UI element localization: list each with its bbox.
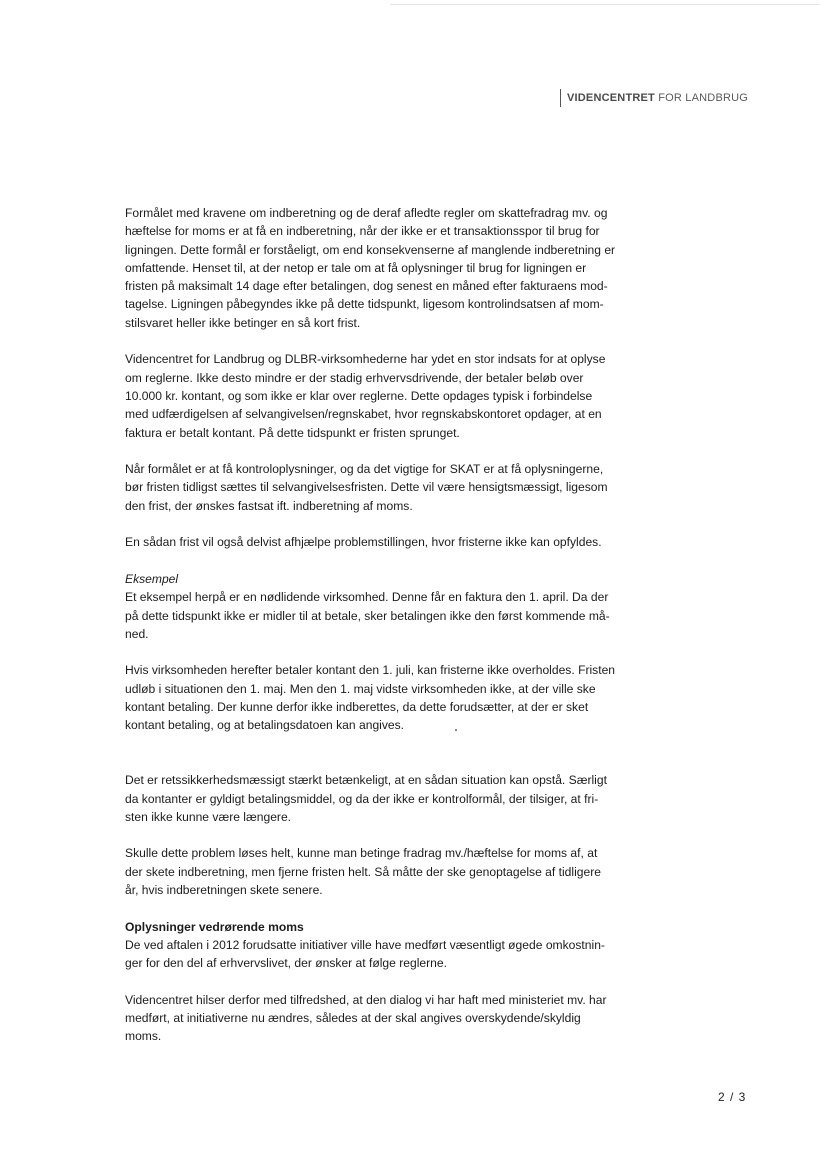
- paragraph-deadline-relief: [125, 533, 660, 551]
- paragraph-example: [125, 570, 660, 643]
- letterhead-divider: [560, 89, 561, 107]
- text-line: En sådan frist vil også delvist afhjælpe problemstillingen, hvor fristerne ikke kan opfyldes.: [125, 535, 602, 550]
- text-line: ned.: [125, 626, 149, 641]
- scan-speck: [455, 729, 457, 731]
- text-line: Formålet med kravene om indberetning og de deraf afledte regler om skattefradrag mv. og: [125, 206, 608, 220]
- brand-name: [567, 92, 748, 104]
- brand-name-bold: VIDENCENTRET: [567, 92, 655, 104]
- letter-body: [125, 204, 660, 1064]
- example-heading: Eksempel: [125, 571, 179, 586]
- text-line: ligningen. Dette formål er forståeligt, om end konsekvenserne af manglende indberetning er: [125, 242, 616, 257]
- text-line: stilsvaret heller ikke betinger en så kort frist.: [125, 315, 361, 330]
- text-line: Hvis virksomheden herefter betaler kontant den 1. juli, kan fristerne ikke overholdes. Fristen: [125, 663, 616, 678]
- text-line: om reglerne. Ikke desto mindre er der stadig erhvervsdrivende, der betaler beløb over: [125, 370, 584, 385]
- paragraph-information-effort: [125, 350, 660, 441]
- text-line: den frist, der ønskes fastsat ift. indberetning af moms.: [125, 498, 413, 513]
- text-line: ger for den del af erhvervslivet, der ønsker at følge reglerne.: [125, 956, 447, 971]
- top-edge-rule: [390, 4, 820, 5]
- text-line: medført, at initiativerne nu ændres, således at der skal angives overskydende/skyldig: [125, 1011, 581, 1026]
- paragraph-solution: [125, 844, 660, 899]
- text-line: moms.: [125, 1029, 162, 1044]
- text-line: kontant betaling. Der kunne derfor ikke indberettes, da dette forudsætter, at der er sket: [125, 700, 589, 715]
- page-number: 2 / 3: [718, 1090, 747, 1104]
- vat-heading: Oplysninger vedrørende moms: [125, 919, 304, 934]
- paragraph-legal-certainty: [125, 771, 660, 826]
- text-line: sten ikke kunne være længere.: [125, 809, 292, 824]
- paragraph-vat-information: [125, 918, 660, 973]
- text-line: kontant betaling, og at betalingsdatoen kan angives.: [125, 718, 405, 733]
- letterhead: [560, 89, 748, 107]
- text-line: med udfærdigelsen af selvangivelsen/regnskabet, hvor regnskabskontoret opdager, at en: [125, 407, 602, 422]
- text-line: Videncentret for Landbrug og DLBR-virksomhederne har ydet en stor indsats for at oplyse: [125, 352, 606, 367]
- text-line: Skulle dette problem løses helt, kunne man betinge fradrag mv./hæftelse for moms af, at: [125, 846, 598, 861]
- text-line: faktura er betalt kontant. På dette tidspunkt er fristen sprunget.: [125, 425, 460, 440]
- text-line: Et eksempel herpå er en nødlidende virksomhed. Denne får en faktura den 1. april. Da der: [125, 590, 609, 605]
- paragraph-conclusion: [125, 991, 660, 1046]
- text-line: omfattende. Henset til, at der netop er tale om at få oplysninger til brug for ligningen er: [125, 260, 587, 275]
- text-line: Det er retssikkerhedsmæssigt stærkt betænkeligt, at en sådan situation kan opstå. Særligt: [125, 773, 607, 788]
- text-line: på dette tidspunkt ikke er midler til at betale, sker betalingen ikke den først kommende må-: [125, 608, 610, 623]
- paragraph-cash-payment: [125, 661, 660, 734]
- paragraph-purpose: [125, 204, 660, 332]
- text-line: hæftelse for moms er at få en indberetning, når der ikke er et transaktionsspor til brug for: [125, 224, 600, 239]
- text-line: der skete indberetning, men fjerne fristen helt. Så måtte der ske genoptagelse af tidligere: [125, 864, 601, 879]
- text-line: udløb i situationen den 1. maj. Men den 1. maj vidste virksomheden ikke, at der ville ske: [125, 681, 596, 696]
- brand-name-rest: FOR LANDBRUG: [658, 92, 749, 104]
- text-line: Når formålet er at få kontroloplysninger, og da det vigtige for SKAT er at få oplysningerne,: [125, 462, 604, 477]
- text-line: tagelse. Ligningen påbegyndes ikke på dette tidspunkt, ligesom kontrolindsatsen af mom-: [125, 297, 604, 312]
- text-line: De ved aftalen i 2012 forudsatte initiativer ville have medført væsentligt øgede omkostnin-: [125, 937, 605, 952]
- text-line: år, hvis indberetningen skete senere.: [125, 882, 323, 897]
- text-line: bør fristen tidligst sættes til selvangivelsesfristen. Dette vil være hensigtsmæssigt, ligesom: [125, 480, 608, 495]
- paragraph-control-information: [125, 460, 660, 515]
- text-line: fristen på maksimalt 14 dage efter betalingen, dog senest en måned efter fakturaens mod-: [125, 279, 608, 294]
- text-line: 10.000 kr. kontant, og som ikke er klar over reglerne. Dette opdages typisk i forbindelse: [125, 388, 593, 403]
- text-line: da kontanter er gyldigt betalingsmiddel, og da der ikke er kontrolformål, der tilsiger, at fri-: [125, 791, 599, 806]
- text-line: Videncentret hilser derfor med tilfredshed, at den dialog vi har haft med ministeriet mv. har: [125, 992, 607, 1007]
